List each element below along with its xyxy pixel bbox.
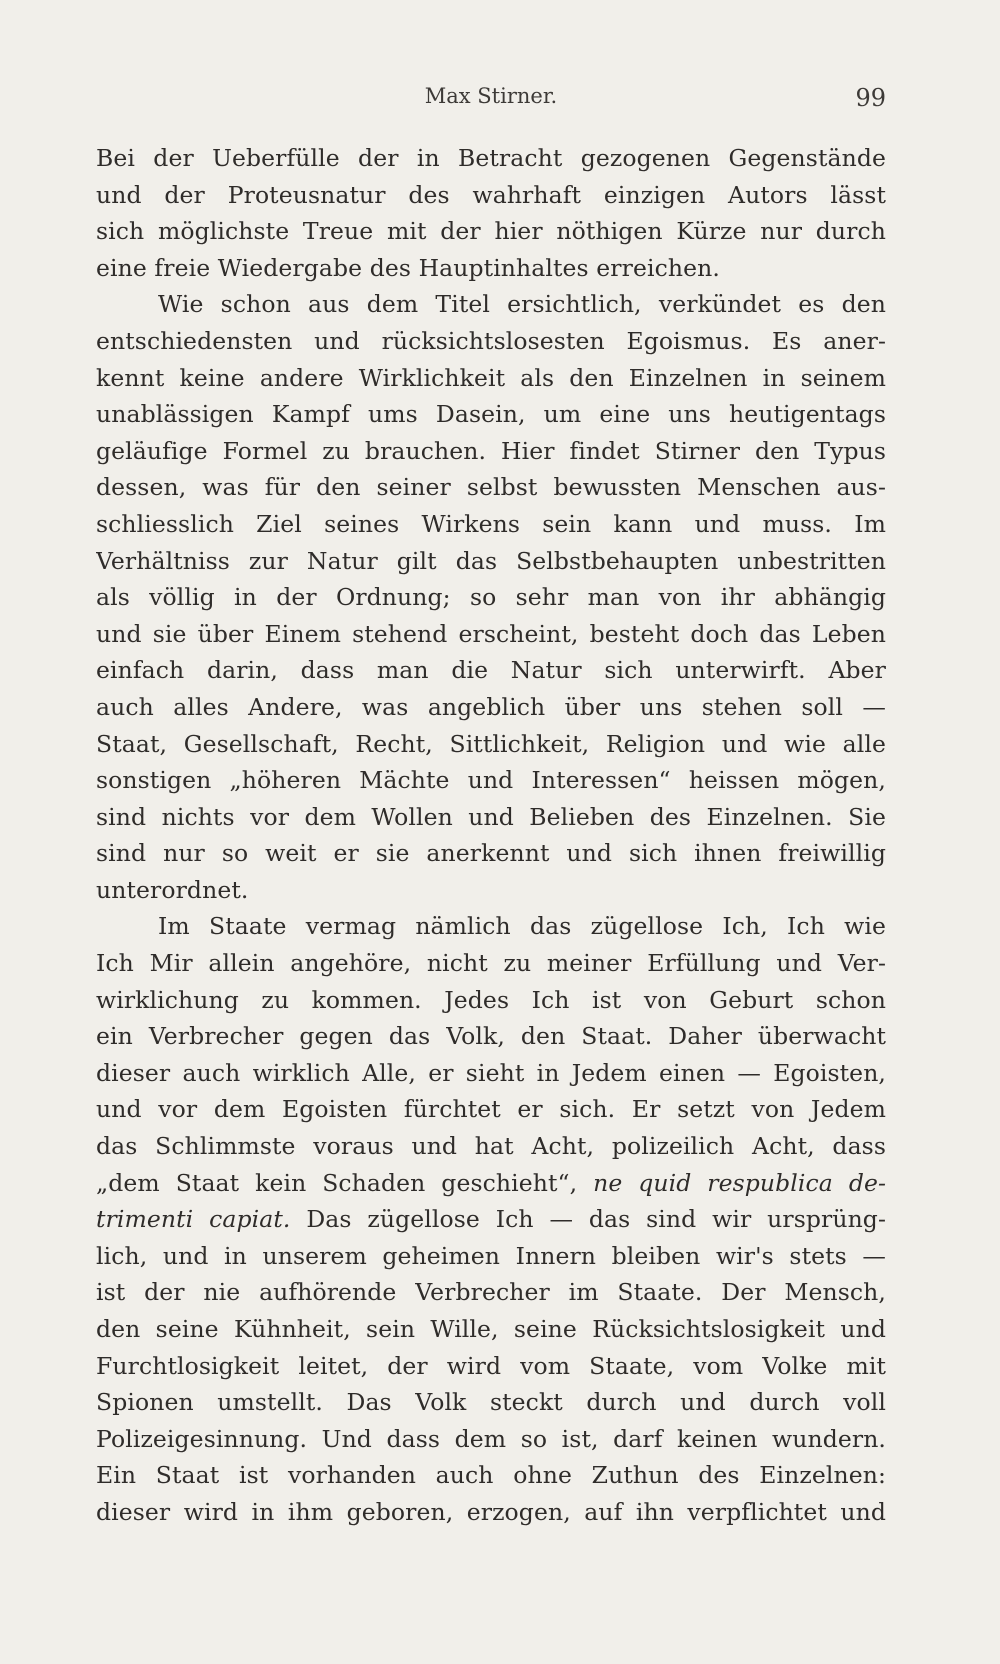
- body-text: [96, 140, 886, 1531]
- text-line: kennt keine andere Wirklichkeit als den Einzelnen in seinem: [96, 363, 886, 392]
- text-line: unablässigen Kampf ums Dasein, um eine uns heutigentags: [96, 400, 886, 429]
- text-line: Ich Mir allein angehöre, nicht zu meiner Erfüllung und Ver-: [96, 949, 886, 978]
- text-line: [96, 1165, 886, 1202]
- text-line: ist der nie aufhörende Verbrecher im Staate. Der Mensch,: [96, 1278, 886, 1307]
- latin-quotation: ne quid respublica de-: [593, 1168, 886, 1197]
- text-line: sonstigen „höheren Mächte und Interessen“ heissen mögen,: [96, 766, 886, 795]
- text-line: und sie über Einem stehend erscheint, besteht doch das Leben: [96, 619, 886, 648]
- latin-quotation: trimenti capiat.: [96, 1205, 291, 1234]
- text-line: dieser wird in ihm geboren, erzogen, auf ihn verpflichtet und: [96, 1497, 886, 1526]
- text-line: Spionen umstellt. Das Volk steckt durch und durch voll: [96, 1388, 886, 1417]
- text-line: unterordnet.: [96, 875, 249, 904]
- text-line: Bei der Ueberfülle der in Betracht gezogenen Gegenstände: [96, 144, 886, 172]
- text-line: ein Verbrecher gegen das Volk, den Staat. Daher überwacht: [96, 1022, 886, 1051]
- text-line: dieser auch wirklich Alle, er sieht in Jedem einen — Egoisten,: [96, 1058, 886, 1087]
- text-line: Furchtlosigkeit leitet, der wird vom Staate, vom Volke mit: [96, 1351, 886, 1380]
- text-line: Ein Staat ist vorhanden auch ohne Zuthun des Einzelnen:: [96, 1461, 886, 1490]
- text-segment: Das zügellose Ich — das sind wir ursprüng-: [290, 1205, 886, 1234]
- text-line: als völlig in der Ordnung; so sehr man von ihr abhängig: [96, 583, 886, 612]
- text-line: und der Proteusnatur des wahrhaft einzigen Autors lässt: [96, 180, 886, 209]
- text-line: wirklichung zu kommen. Jedes Ich ist von Geburt schon: [96, 985, 886, 1014]
- text-line: den seine Kühnheit, sein Wille, seine Rücksichtslosigkeit und: [96, 1315, 886, 1343]
- text-line: eine freie Wiedergabe des Hauptinhaltes erreichen.: [96, 253, 720, 282]
- text-line: auch alles Andere, was angeblich über uns stehen soll —: [96, 692, 886, 721]
- text-line: einfach darin, dass man die Natur sich unterwirft. Aber: [96, 656, 886, 685]
- text-line: entschiedensten und rücksichtslosesten Egoismus. Es aner-: [96, 326, 886, 355]
- text-line: lich, und in unserem geheimen Innern bleiben wir's stets —: [96, 1241, 886, 1270]
- text-line: geläufige Formel zu brauchen. Hier findet Stirner den Typus: [96, 436, 886, 465]
- text-line: schliesslich Ziel seines Wirkens sein kann und muss. Im: [96, 509, 886, 538]
- text-line: sich möglichste Treue mit der hier nöthigen Kürze nur durch: [96, 217, 886, 246]
- text-line: sind nur so weit er sie anerkennt und sich ihnen freiwillig: [96, 839, 886, 868]
- text-line: Polizeigesinnung. Und dass dem so ist, darf keinen wundern.: [96, 1424, 886, 1453]
- text-line: Wie schon aus dem Titel ersichtlich, verkündet es den: [158, 290, 886, 319]
- text-line: das Schlimmste voraus und hat Acht, polizeilich Acht, dass: [96, 1132, 886, 1161]
- text-line: [96, 1201, 886, 1238]
- text-line: und vor dem Egoisten fürchtet er sich. Er setzt von Jedem: [96, 1095, 886, 1124]
- text-line: Im Staate vermag nämlich das zügellose Ich, Ich wie: [158, 912, 886, 941]
- text-segment: „dem Staat kein Schaden geschieht“,: [96, 1168, 594, 1197]
- text-line: sind nichts vor dem Wollen und Belieben des Einzelnen. Sie: [96, 802, 886, 831]
- text-line: Verhältniss zur Natur gilt das Selbstbehaupten unbestritten: [96, 546, 886, 575]
- text-line: Staat, Gesellschaft, Recht, Sittlichkeit, Religion und wie alle: [96, 729, 886, 758]
- text-line: dessen, was für den seiner selbst bewussten Menschen aus-: [96, 473, 886, 502]
- page-number: 99: [855, 84, 886, 112]
- running-title: Max Stirner.: [424, 84, 558, 108]
- running-head: [96, 84, 886, 116]
